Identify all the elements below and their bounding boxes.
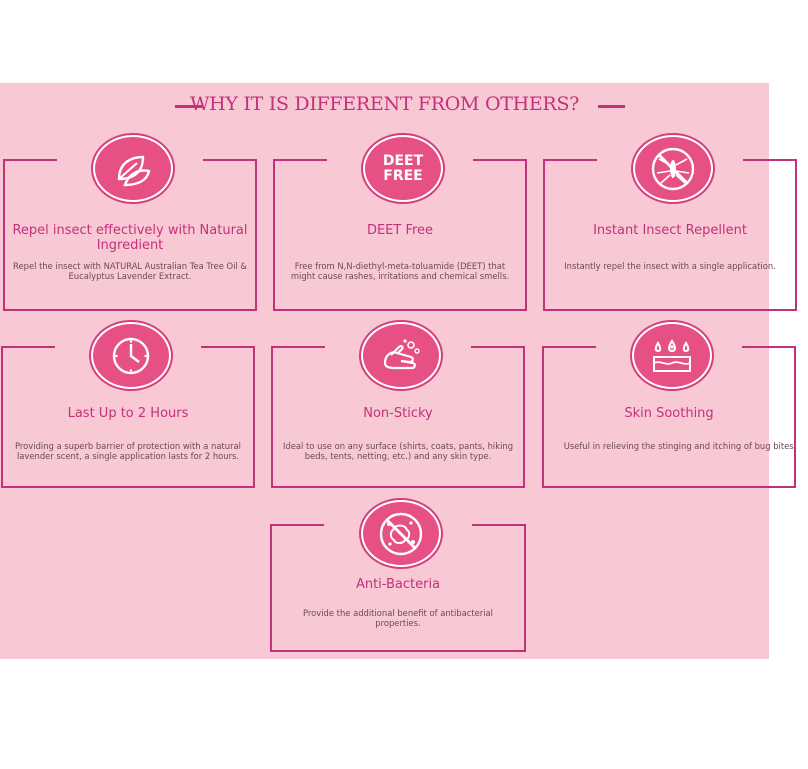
heading-row — [0, 93, 769, 119]
deet-free-badge-text: DEET FREE — [382, 152, 424, 184]
feature-description: Free from N,N-diethyl-meta-toluamide (DEET) that might cause rashes, irritations and chemical smells. — [290, 261, 510, 281]
clock-icon — [91, 322, 171, 389]
feature-card-deet-free — [273, 152, 527, 311]
feature-title: Last Up to 2 Hours — [67, 406, 189, 421]
heading-rule-right — [598, 105, 625, 108]
section-heading: WHY IT IS DIFFERENT FROM OTHERS? — [189, 93, 580, 115]
feature-description: Ideal to use on any surface (shirts, coats, pants, hiking beds, tents, netting, etc.) and any skin type. — [282, 441, 514, 461]
feature-description: Providing a superb barrier of protection with a natural lavender scent, a single application lasts for 2 hours. — [15, 441, 241, 461]
feature-title: Repel insect effectively with Natural Ingredient — [12, 223, 248, 253]
washing-hands-icon — [361, 322, 441, 389]
feature-description: Repel the insect with NATURAL Australian Tea Tree Oil & Eucalyptus Lavender Extract. — [13, 261, 247, 281]
leaves-icon — [93, 135, 173, 202]
feature-description: Provide the additional benefit of antibacterial properties. — [302, 608, 493, 628]
feature-card-2-hours — [1, 346, 255, 488]
feature-description: Instantly repel the insect with a single application. — [564, 261, 776, 271]
feature-title: Non-Sticky — [363, 406, 433, 421]
deet-free-badge-icon — [363, 135, 443, 202]
feature-title: Anti-Bacteria — [355, 577, 441, 592]
feature-card-anti-bacteria — [270, 524, 526, 652]
feature-description: Useful in relieving the stinging and itching of bug bites. — [563, 441, 797, 451]
feature-card-non-sticky — [271, 346, 525, 488]
feature-title: DEET Free — [366, 223, 434, 238]
feature-title: Instant Insect Repellent — [593, 223, 747, 238]
skin-care-icon — [632, 322, 712, 389]
feature-card-skin-soothing — [542, 346, 796, 488]
feature-card-natural — [3, 159, 257, 311]
feature-title: Skin Soothing — [624, 406, 714, 421]
no-mosquito-icon — [633, 135, 713, 202]
no-bacteria-icon — [361, 500, 441, 567]
feature-card-instant-repellent — [543, 159, 797, 311]
